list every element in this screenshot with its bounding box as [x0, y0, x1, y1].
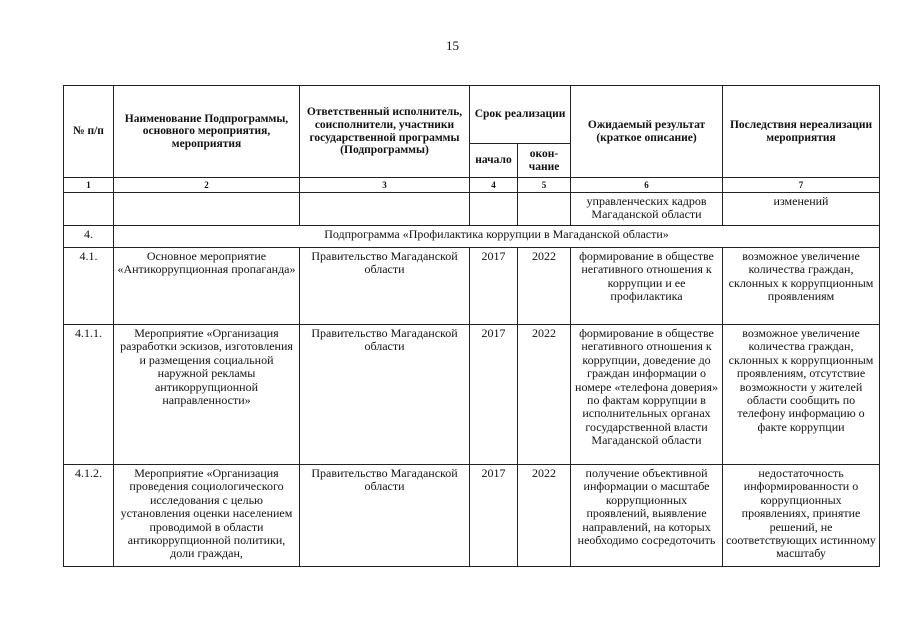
cell-num: 4.1.2. — [64, 465, 114, 567]
cell-start: 2017 — [470, 465, 518, 567]
header-num: № п/п — [64, 86, 114, 178]
cell-end: 2022 — [518, 465, 571, 567]
cell-start: 2017 — [470, 248, 518, 325]
table-row — [64, 248, 880, 325]
cell-end: 2022 — [518, 325, 571, 465]
column-number: 5 — [518, 178, 571, 193]
column-number: 7 — [723, 178, 880, 193]
section-row — [64, 226, 880, 248]
header-start: начало — [470, 144, 518, 178]
table-row — [64, 325, 880, 465]
column-number: 2 — [114, 178, 300, 193]
cell-result: формирование в обществе негативного отношения к коррупции, доведение до граждан информации о номере «телефона доверия» по фактам коррупции в исполнительных органах государственной власти Магаданской области — [571, 325, 723, 465]
column-number: 3 — [300, 178, 470, 193]
column-number: 4 — [470, 178, 518, 193]
page-number: 15 — [446, 38, 459, 53]
cell-executor — [300, 193, 470, 226]
cell-consequences: недостаточность информированности о коррупционных проявлениях, принятие решений, не соответствующих истинному масштабу — [723, 465, 880, 567]
column-number: 1 — [64, 178, 114, 193]
cell-name: Мероприятие «Организация проведения социологического исследования с целью установления оценки населением проводимой в области антикоррупционной политики, доли граждан, — [114, 465, 300, 567]
program-table — [63, 85, 880, 567]
cell-executor: Правительство Магаданской области — [300, 248, 470, 325]
section-title: Подпрограмма «Профилактика коррупции в Магаданской области» — [114, 226, 880, 248]
column-number: 6 — [571, 178, 723, 193]
continuation-row — [64, 193, 880, 226]
column-numbers-row — [64, 178, 880, 193]
table-row — [64, 465, 880, 567]
cell-end: 2022 — [518, 248, 571, 325]
header-end: окон-чание — [518, 144, 571, 178]
section-num: 4. — [64, 226, 114, 248]
cell-name: Мероприятие «Организация разработки эскизов, изготовления и размещения социальной наружной рекламы антикоррупционной направленности» — [114, 325, 300, 465]
header-executor: Ответственный исполнитель, соисполнители, участники государственной программы (Подпрограммы) — [300, 86, 470, 178]
header-name: Наименование Подпрограммы, основного мероприятия, мероприятия — [114, 86, 300, 178]
cell-name — [114, 193, 300, 226]
header-term: Срок реализации — [470, 86, 571, 144]
cell-start — [470, 193, 518, 226]
cell-result: управленческих кадров Магаданской области — [571, 193, 723, 226]
cell-num: 4.1.1. — [64, 325, 114, 465]
cell-num — [64, 193, 114, 226]
cell-executor: Правительство Магаданской области — [300, 465, 470, 567]
cell-consequences: возможное увеличение количества граждан, склонных к коррупционным проявлениям — [723, 248, 880, 325]
header-row — [64, 86, 880, 144]
cell-name: Основное мероприятие «Антикоррупционная пропаганда» — [114, 248, 300, 325]
header-result: Ожидаемый результат (краткое описание) — [571, 86, 723, 178]
cell-result: формирование в обществе негативного отношения к коррупции и ее профилактика — [571, 248, 723, 325]
cell-consequences: изменений — [723, 193, 880, 226]
cell-num: 4.1. — [64, 248, 114, 325]
cell-executor: Правительство Магаданской области — [300, 325, 470, 465]
cell-start: 2017 — [470, 325, 518, 465]
cell-end — [518, 193, 571, 226]
cell-consequences: возможное увеличение количества граждан, склонных к коррупционным проявлениям, отсутствие возможности у жителей области сообщить по телефону информацию о факте коррупции — [723, 325, 880, 465]
header-consequences: Последствия нереализации мероприятия — [723, 86, 880, 178]
cell-result: получение объективной информации о масштабе коррупционных проявлений, выявление направлений, на которых необходимо сосредоточить — [571, 465, 723, 567]
